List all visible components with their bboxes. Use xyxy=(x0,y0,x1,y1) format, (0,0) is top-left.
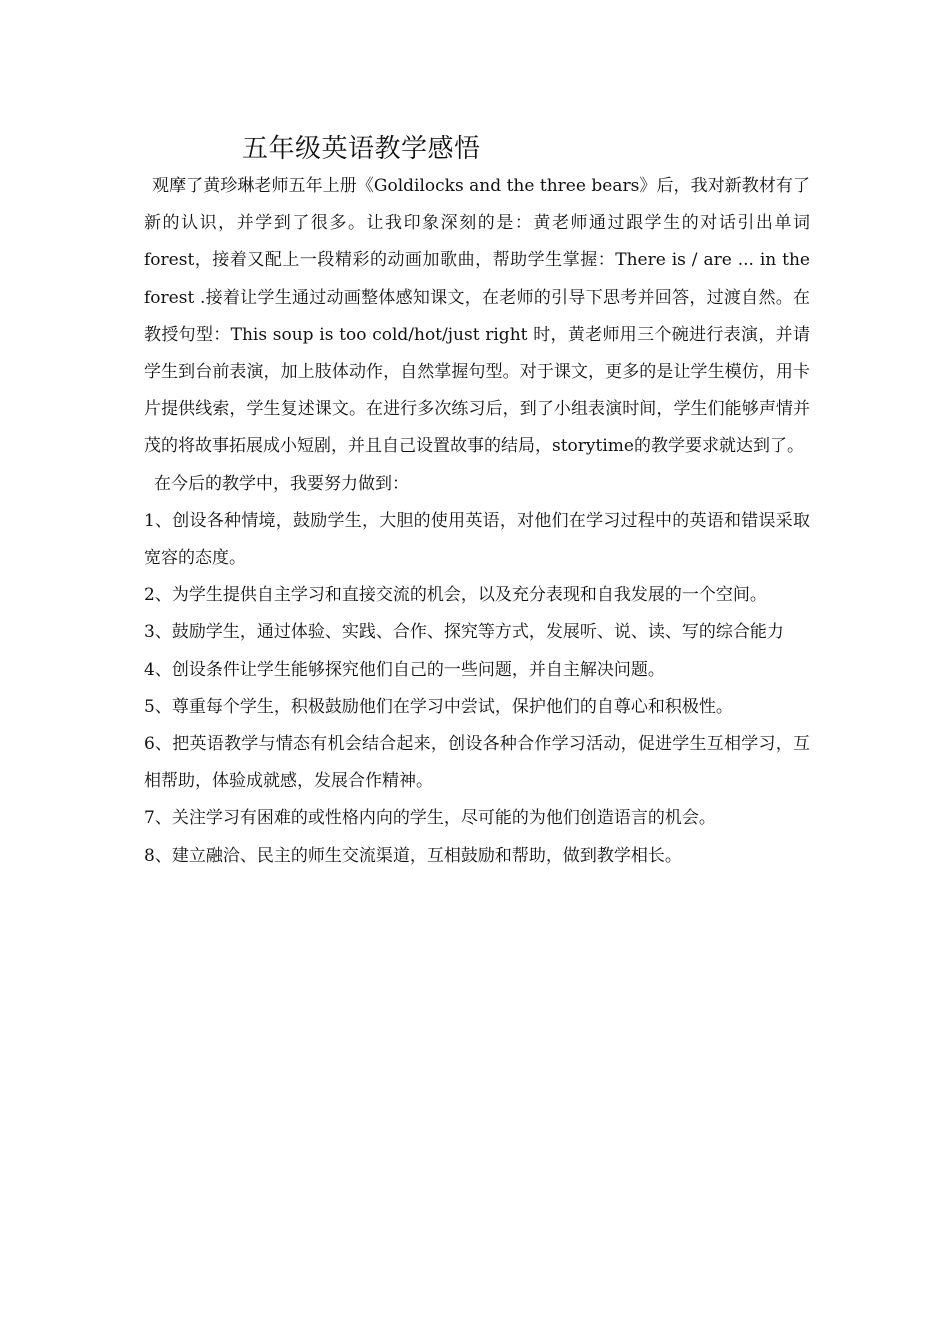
intro-paragraph: 观摩了黄珍琳老师五年上册《Goldilocks and the three bears》后，我对新教材有了新的认识，并学到了很多。让我印象深刻的是：黄老师通过跟学生的对话引出单词forest，接着又配上一段精彩的动画加歌曲，帮助学生掌握：There is / are ... in the forest .接着让学生通过动画整体感知课文，在老师的引导下思考并回答，过渡自然。在教授句型：This soup is too cold/hot/just right 时，黄老师用三个碗进行表演，并请学生到台前表演，加上肢体动作，自然掌握句型。对于课文，更多的是让学生模仿，用卡片提供线索，学生复述课文。在进行多次练习后，到了小组表演时间，学生们能够声情并茂的将故事拓展成小短剧，并且自己设置故事的结局，storytime的教学要求就达到了。 xyxy=(144,176,810,457)
goals-heading: 在今后的教学中，我要努力做到： xyxy=(154,473,409,494)
document-body xyxy=(144,168,810,875)
goal-item-7: 7、关注学习有困难的或性格内向的学生，尽可能的为他们创造语言的机会。 xyxy=(144,808,716,829)
goal-item-4: 4、创设条件让学生能够探究他们自己的一些问题，并自主解决问题。 xyxy=(144,659,665,680)
goal-item-6: 6、把英语教学与情态有机会结合起来，创设各种合作学习活动，促进学生互相学习，互相帮助，体验成就感，发展合作精神。 xyxy=(144,734,810,792)
goal-item-5: 5、尊重每个学生，积极鼓励他们在学习中尝试，保护他们的自尊心和积极性。 xyxy=(144,696,733,717)
document-title: 五年级英语教学感悟 xyxy=(242,134,481,164)
goal-item-2: 2、为学生提供自主学习和直接交流的机会，以及充分表现和自我发展的一个空间。 xyxy=(144,585,767,606)
goal-item-3: 3、鼓励学生，通过体验、实践、合作、探究等方式，发展听、说、读、写的综合能力 xyxy=(144,622,784,643)
goal-item-1: 1、创设各种情境，鼓励学生，大胆的使用英语，对他们在学习过程中的英语和错误采取宽容的态度。 xyxy=(144,510,810,569)
goal-item-8: 8、建立融洽、民主的师生交流渠道，互相鼓励和帮助，做到教学相长。 xyxy=(144,845,682,866)
